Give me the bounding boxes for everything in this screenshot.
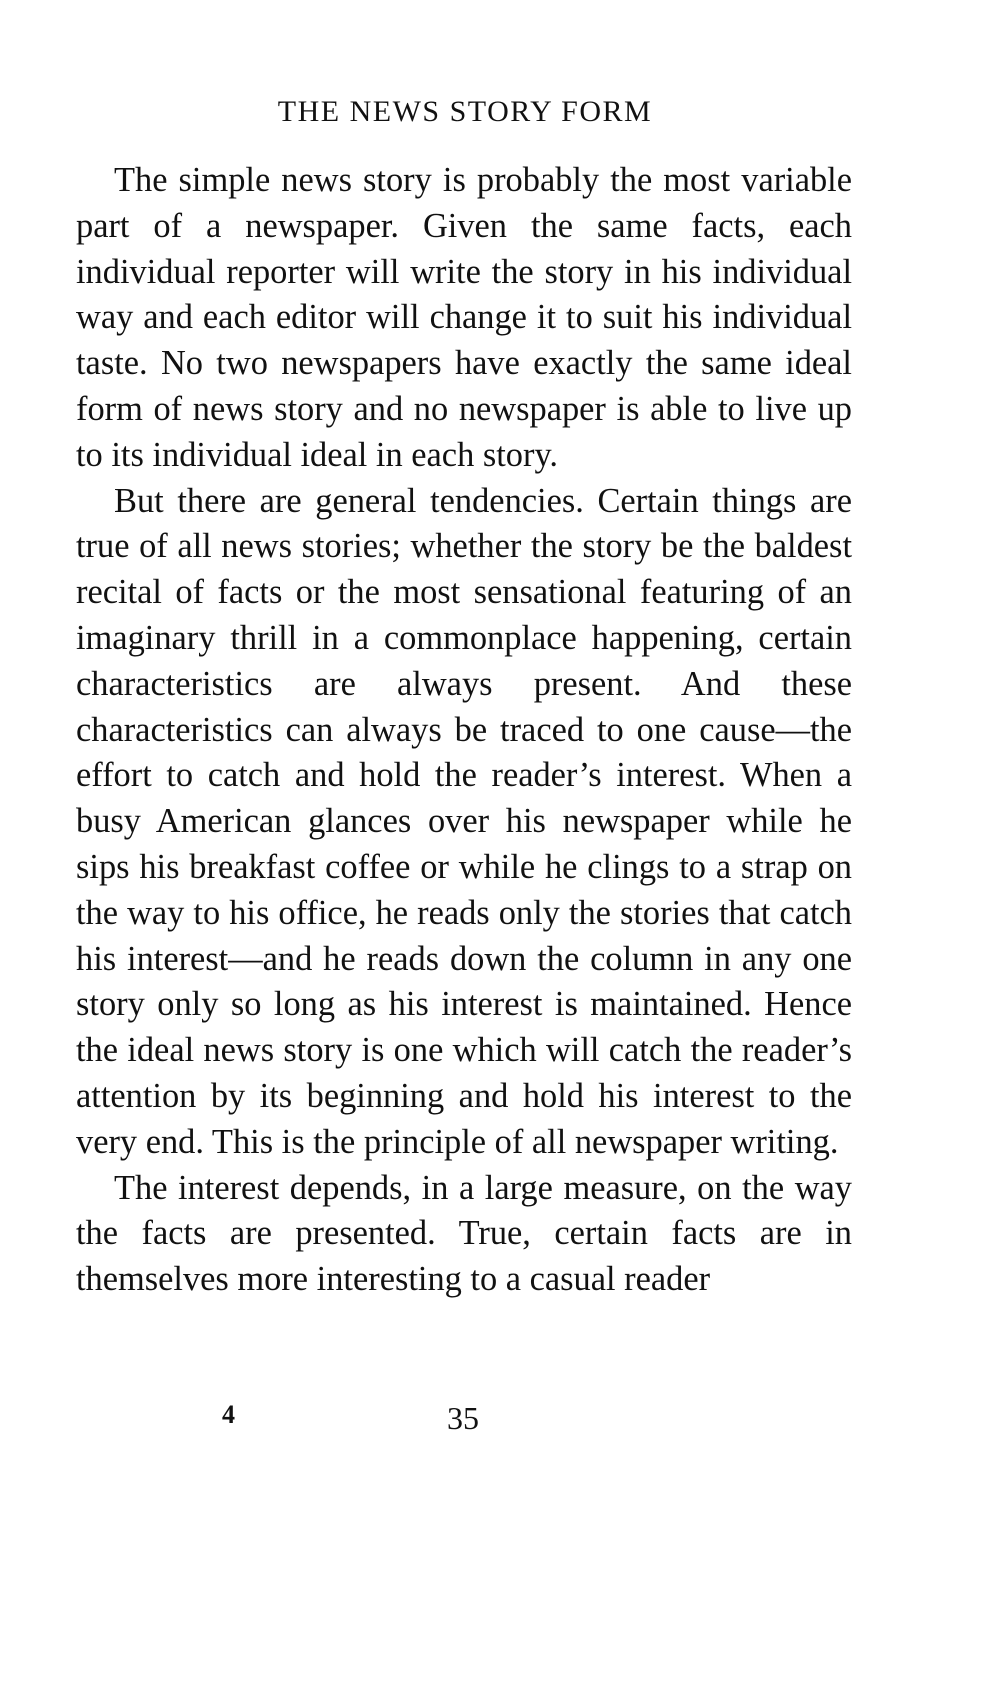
paragraph: But there are general tendencies. Certain things are true of all news stories; whether the story be the baldest recital of facts or the most sensational featuring of an imaginary thrill in a commonplace happening, certain characteristics are always present. And these characteristics can always be traced to one cause—the effort to catch and hold the reader’s interest. When a busy American glances over his newspaper while he sips his breakfast coffee or while he clings to a strap on the way to his office, he reads only the stories that catch his interest—and he reads down the column in any one story only so long as his interest is maintained. Hence the ideal news story is one which will catch the reader’s attention by its beginning and hold his interest to the very end. This is the principle of all newspaper writing. (76, 481, 852, 1161)
paragraph: The interest depends, in a large measure, on the way the facts are presented. True, certain facts are in themselves more interesting to a casual reader (76, 1168, 852, 1299)
body-text (76, 158, 852, 1303)
paragraph: The simple news story is probably the most variable part of a newspaper. Given the same facts, each individual reporter will write the story in his individual way and each editor will change it to suit his individual taste. No two newspapers have exactly the same ideal form of news story and no newspaper is able to live up to its individual ideal in each story. (76, 161, 852, 474)
page-number: 35 (447, 1400, 479, 1436)
signature-mark: 4 (222, 1400, 235, 1429)
page-footer (0, 1400, 1000, 1440)
running-head: THE NEWS STORY FORM (277, 95, 653, 128)
